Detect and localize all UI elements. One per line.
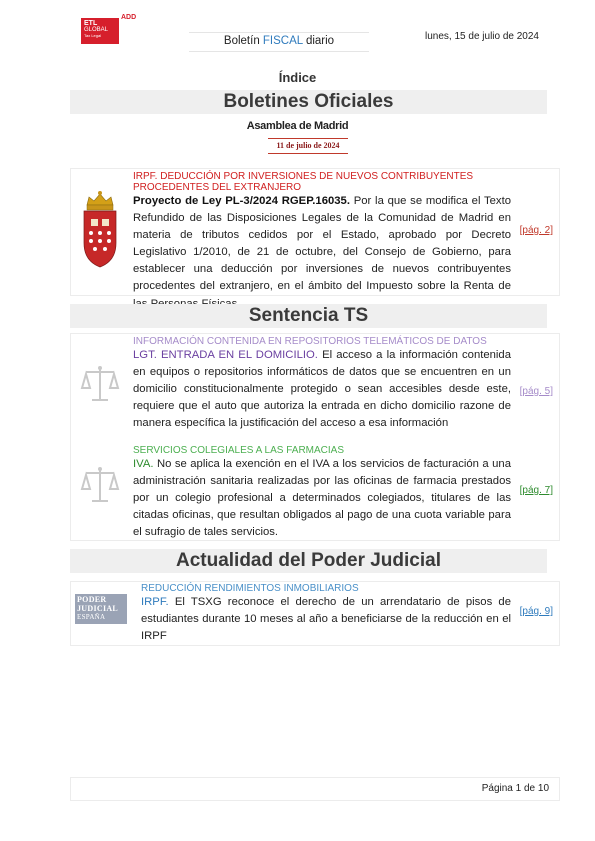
section-title-sentencia: Sentencia TS — [70, 304, 547, 328]
logo-add-text: ADD — [121, 14, 137, 21]
entry-text — [133, 347, 511, 432]
index-entry[interactable] — [70, 168, 560, 296]
page-link[interactable]: [pág. 5] — [519, 386, 553, 397]
entry-keyword[interactable]: IVA. — [133, 458, 154, 470]
entry-body — [133, 336, 511, 432]
logo-etl-text: ETL — [84, 20, 98, 27]
section-title-boletines: Boletines Oficiales — [70, 90, 547, 114]
logo-sub-text: Tax Legal — [84, 33, 102, 38]
bulletin-title-post: diario — [302, 35, 335, 47]
index-entry[interactable] — [70, 437, 560, 541]
entry-description: No se aplica la exención en el IVA a los servicios de facturación a una administración sanitaria realizadas por las oficinas de farmacia prestados por un colegio profesional a determinados colegiados, titulares de las citadas oficinas, que resultan obligados al pago de una cuota variable para el sufragio de tales servicios. — [133, 458, 511, 539]
bulletin-title-pre: Boletín — [223, 35, 263, 47]
entry-description: El TSXG reconoce el derecho de un arrendatario de pisos de estudiantes durante 10 meses al año a beneficiarse de la reducción en el IRPF — [141, 596, 511, 643]
bulletin-title — [189, 32, 369, 52]
scales-of-justice-icon — [71, 334, 129, 438]
assembly-title: Asamblea de Madrid — [246, 120, 349, 132]
bulletin-title-fiscal: FISCAL — [262, 35, 303, 47]
poder-judicial-logo-text — [77, 595, 127, 622]
entry-body — [141, 583, 511, 645]
page-number: Página 1 de 10 — [481, 783, 549, 794]
scales-of-justice-icon — [71, 437, 129, 540]
entry-body — [133, 171, 511, 313]
entry-keyword[interactable]: IRPF. — [141, 596, 169, 608]
entry-text — [141, 594, 511, 645]
poder-judicial-logo — [71, 582, 129, 645]
entry-description: Por la que se modifica el Texto Refundido de las Disposiciones Legales de la Comunidad de Madrid en materia de tributos cedidos por el Estado, aprobado por Decreto Legislativo 1/2010, de 21 de octubre, del Consejo de Gobierno, para establecer una deducción por inversiones de nuevos contribuyentes procedentes del extranjero, en el ámbito del Impuesto sobre la Renta de — [133, 195, 512, 293]
page-link[interactable]: [pág. 9] — [519, 606, 553, 617]
entry-text — [133, 456, 511, 541]
page-link[interactable]: [pág. 2] — [519, 225, 553, 236]
entry-category: IRPF. DEDUCCIÓN POR INVERSIONES DE NUEVOS CONTRIBUYENTES PROCEDENTES DEL EXTRANJERO — [133, 171, 474, 193]
logo-line: PODER — [77, 595, 107, 604]
entry-category: REDUCCIÓN RENDIMIENTOS INMOBILIARIOS — [141, 583, 359, 594]
logo-line: JUDICIAL — [77, 604, 119, 613]
entry-category: INFORMACIÓN CONTENIDA EN REPOSITORIOS TELEMÁTICOS DE DATOS — [133, 336, 487, 347]
entry-body — [133, 445, 511, 541]
footer — [70, 777, 560, 801]
logo-line: ESPAÑA — [77, 613, 106, 621]
assembly-date: 11 de julio de 2024 — [268, 138, 348, 154]
logo-global-text: GLOBAL — [84, 27, 109, 33]
entry-keyword[interactable]: Proyecto de Ley PL-3/2024 RGEP.16035. — [133, 195, 350, 207]
entry-category: SERVICIOS COLEGIALES A LAS FARMACIAS — [133, 445, 345, 456]
header-date: lunes, 15 de julio de 2024 — [425, 31, 539, 42]
index-title: Índice — [278, 70, 317, 85]
index-entry[interactable] — [70, 333, 560, 438]
entry-text — [133, 193, 511, 313]
madrid-coat-of-arms-icon — [71, 169, 129, 295]
entry-description: El acceso a la información contenida en equipos o repositorios informáticos de datos que se encuentren en un domicilio constitucionalmente protegido o sean accesibles desde este, requiere que el auto que autoriza la entrada en dicho domicilio razone de manera específica la justificación del acceso a esa información — [133, 349, 512, 430]
page-link[interactable]: [pág. 7] — [519, 485, 553, 496]
company-logo — [81, 14, 141, 44]
section-title-poder-judicial: Actualidad del Poder Judicial — [70, 549, 547, 573]
index-entry[interactable] — [70, 581, 560, 646]
entry-keyword[interactable]: LGT. ENTRADA EN EL DOMICILIO. — [133, 349, 318, 361]
